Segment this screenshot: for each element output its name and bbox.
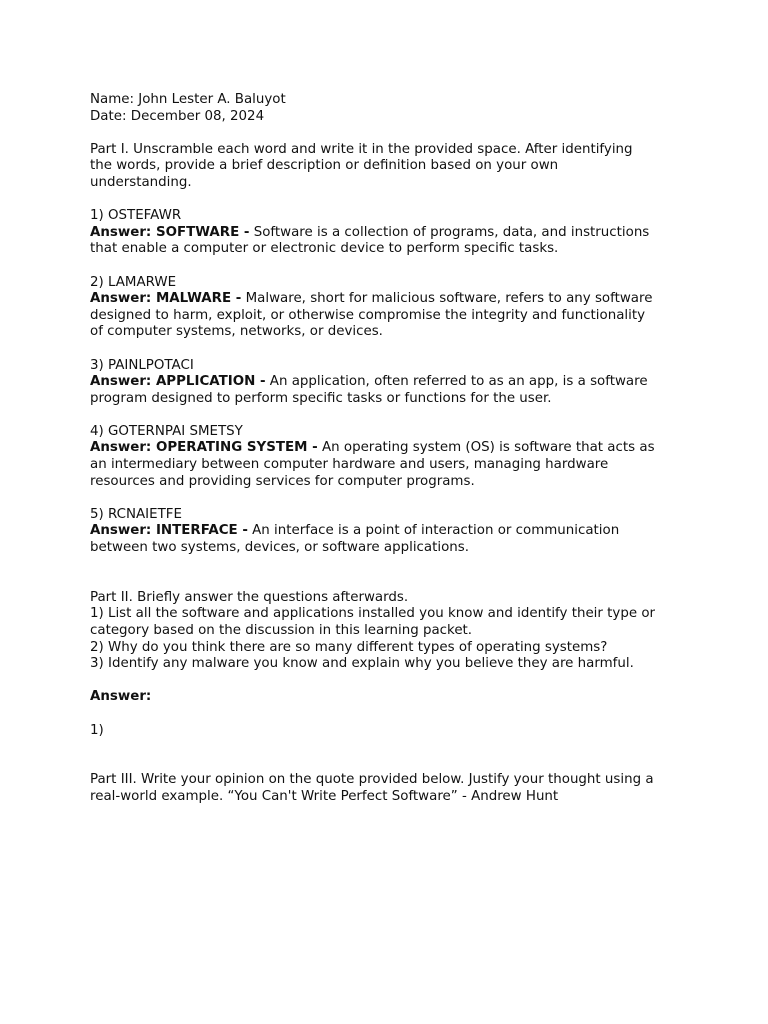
- answer-text: An application, often referred to as an app, is a software: [265, 374, 648, 390]
- answer-text: Malware, short for malicious software, refers to any software: [241, 291, 653, 307]
- answer-label: Answer: OPERATING SYSTEM -: [90, 440, 318, 456]
- part1-intro: [90, 142, 690, 192]
- document-page: [90, 92, 690, 806]
- answer-line: [90, 440, 690, 457]
- unscramble-item: [90, 275, 690, 341]
- answer-text: of computer systems, networks, or devices.: [90, 324, 383, 340]
- part2-question: 1) List all the software and applications installed you know and identify their type or: [90, 606, 656, 622]
- spacer: [90, 407, 690, 424]
- part3-line: Part III. Write your opinion on the quote provided below. Justify your thought using a: [90, 772, 654, 788]
- spacer: [90, 192, 690, 209]
- unscramble-item: [90, 208, 690, 258]
- spacer: [90, 341, 690, 358]
- spacer: [90, 490, 690, 507]
- scrambled-word: 2) LAMARWE: [90, 274, 177, 290]
- answer-line: [90, 291, 690, 308]
- student-name: Name: John Lester A. Baluyot: [90, 92, 286, 107]
- answer-text: designed to harm, exploit, or otherwise compromise the integrity and functionality: [90, 307, 646, 323]
- answer-label: Answer: SOFTWARE -: [90, 224, 250, 240]
- answer-heading: Answer:: [90, 689, 152, 705]
- answer-line: [90, 523, 690, 540]
- document-date: Date: December 08, 2024: [90, 108, 265, 124]
- scrambled-word: 5) RCNAIETFE: [90, 506, 182, 522]
- unscramble-item: [90, 358, 690, 408]
- part2-question: 2) Why do you think there are so many different types of operating systems?: [90, 639, 608, 655]
- scrambled-word: 1) OSTEFAWR: [90, 208, 182, 224]
- answer-text: resources and providing services for computer programs.: [90, 473, 475, 489]
- answer-label: Answer: INTERFACE -: [90, 523, 248, 539]
- unscramble-item: [90, 507, 690, 557]
- part1-intro-line: the words, provide a brief description or definition based on your own: [90, 158, 559, 174]
- answer-text: an intermediary between computer hardware and users, managing hardware: [90, 457, 609, 473]
- part2-questions: [90, 590, 690, 673]
- unscramble-item: [90, 424, 690, 490]
- spacer: [90, 125, 690, 142]
- part2-question: 3) Identify any malware you know and explain why you believe they are harmful.: [90, 656, 634, 672]
- answer-text: between two systems, devices, or software applications.: [90, 540, 469, 556]
- part2-question: category based on the discussion in this learning packet.: [90, 623, 473, 638]
- scrambled-word: 3) PAINLPOTACI: [90, 357, 194, 373]
- part1-intro-line: understanding.: [90, 174, 192, 190]
- spacer: [90, 739, 690, 772]
- answer-text: An interface is a point of interaction or communication: [247, 523, 620, 539]
- spacer: [90, 673, 690, 690]
- part1-intro-line: Part I. Unscramble each word and write it in the provided space. After identifying: [90, 141, 633, 157]
- part2-heading: Part II. Briefly answer the questions afterwards.: [90, 589, 409, 605]
- answer-label: Answer: MALWARE -: [90, 291, 242, 307]
- spacer: [90, 557, 690, 590]
- answer-text: program designed to perform specific tasks or functions for the user.: [90, 390, 552, 406]
- answer-text: that enable a computer or electronic device to perform specific tasks.: [90, 241, 559, 257]
- answer-text: Software is a collection of programs, data, and instructions: [249, 224, 650, 240]
- part2-answer-item: 1): [90, 722, 104, 738]
- answer-line: [90, 374, 690, 391]
- part3-line: real-world example. “You Can't Write Perfect Software” - Andrew Hunt: [90, 788, 559, 804]
- answer-text: An operating system (OS) is software that acts as: [317, 440, 655, 456]
- answer-line: [90, 225, 690, 242]
- scrambled-word: 4) GOTERNPAI SMETSY: [90, 423, 243, 439]
- spacer: [90, 706, 690, 723]
- answer-label: Answer: APPLICATION -: [90, 374, 266, 390]
- part3-prompt: [90, 772, 690, 805]
- spacer: [90, 258, 690, 275]
- part2-answer-label: [90, 689, 690, 706]
